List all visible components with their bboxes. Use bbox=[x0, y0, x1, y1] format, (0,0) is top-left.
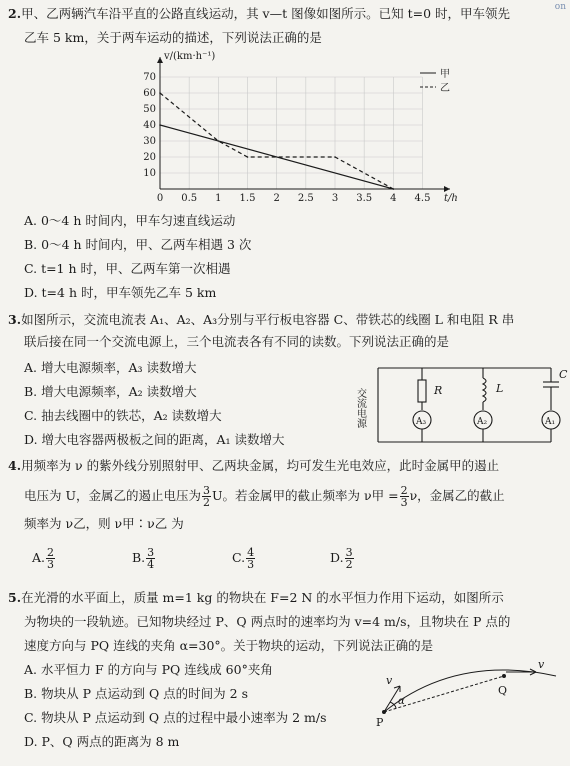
inductor-label: L bbox=[496, 382, 504, 395]
option-frac bbox=[345, 547, 354, 570]
frac-num: 3 bbox=[203, 484, 211, 497]
q5-line2: 为物块的一段轨迹。已知物块经过 P、Q 两点时的速率均为 v=4 m/s，且物块在 P 点的 bbox=[24, 614, 511, 629]
q3-option-c: C. 抽去线圈中的铁芯，A₂ 读数增大 bbox=[24, 408, 222, 423]
y-tick-label: 60 bbox=[143, 88, 156, 99]
legend-label-甲: 甲 bbox=[440, 69, 450, 80]
q3-text1: 如图所示，交流电流表 A₁、A₂、A₃分别与平行板电容器 C、带铁芯的线圈 L 和电阻 R 串 bbox=[21, 312, 515, 327]
q4-text2c: ν，金属乙的截止 bbox=[409, 488, 505, 503]
q2-option-c: C. t=1 h 时，甲、乙两车第一次相遇 bbox=[24, 261, 231, 276]
q4-text1: 用频率为 ν 的紫外线分别照射甲、乙两块金属，均可发生光电效应，此时金属甲的遏止 bbox=[21, 458, 500, 473]
trajectory-figure bbox=[366, 660, 566, 740]
q4-line2 bbox=[24, 484, 505, 508]
q5-option-b: B. 物块从 P 点运动到 Q 点的时间为 2 s bbox=[24, 686, 248, 701]
q4-text2a: 电压为 U，金属乙的遏止电压为 bbox=[24, 488, 202, 503]
q4-line1 bbox=[8, 458, 499, 474]
q4-text2b: U。若金属甲的截止频率为 ν甲 = bbox=[212, 488, 399, 503]
data-point-乙 bbox=[218, 140, 220, 142]
x-axis-arrow bbox=[444, 186, 450, 192]
capacitor-label: C bbox=[559, 368, 568, 381]
resistor-label: R bbox=[434, 384, 443, 397]
q5-line3: 速度方向与 PQ 连线的夹角 α=30°。关于物块的运动，下列说法正确的是 bbox=[24, 638, 434, 653]
y-tick-label: 20 bbox=[143, 152, 156, 163]
circuit-source-label: 交流电源 bbox=[354, 388, 366, 428]
frac-den: 3 bbox=[47, 558, 55, 571]
data-point-乙 bbox=[393, 188, 395, 190]
y-tick-label: 40 bbox=[143, 120, 156, 131]
y-tick-label: 10 bbox=[143, 168, 156, 179]
y-axis-label: v/(km·h⁻¹) bbox=[164, 51, 216, 62]
q5-number: 5. bbox=[8, 590, 22, 605]
q2-text1: 甲、乙两辆汽车沿平直的公路直线运动，其 v—t 图像如图所示。已知 t=0 时，甲车领先 bbox=[21, 6, 510, 21]
point-p-label: P bbox=[376, 716, 384, 729]
frac-num: 3 bbox=[147, 546, 155, 559]
frac-den: 3 bbox=[247, 558, 255, 571]
q4-number: 4. bbox=[8, 458, 22, 473]
y-tick-label: 50 bbox=[143, 104, 156, 115]
data-point-乙 bbox=[334, 156, 336, 158]
ammeter-a1-label: A₁ bbox=[545, 417, 556, 427]
q3-number: 3. bbox=[8, 312, 22, 327]
y-tick-label: 30 bbox=[143, 136, 156, 147]
q3-line1 bbox=[8, 312, 514, 328]
q3-option-a: A. 增大电源频率，A₃ 读数增大 bbox=[24, 360, 197, 375]
frac-num: 3 bbox=[345, 546, 353, 559]
y-tick-label: 70 bbox=[143, 72, 156, 83]
frac-den: 4 bbox=[147, 558, 155, 571]
q4-option-c bbox=[232, 545, 256, 571]
watermark: on bbox=[554, 2, 566, 12]
option-frac bbox=[46, 547, 55, 570]
option-frac bbox=[146, 547, 155, 570]
ammeter-a2-label: A₂ bbox=[477, 417, 488, 427]
option-frac bbox=[246, 547, 255, 570]
q2-option-b: B. 0～4 h 时间内，甲、乙两车相遇 3 次 bbox=[24, 237, 252, 252]
x-axis-label: t/h bbox=[444, 193, 458, 204]
q3-line2: 联后接在同一个交流电源上，三个电流表各有不同的读数。下列说法正确的是 bbox=[24, 334, 450, 349]
q2-line2: 乙车 5 km，关于两车运动的描述，下列说法正确的是 bbox=[24, 30, 322, 45]
x-tick-label: 1.5 bbox=[239, 193, 256, 204]
velocity-p-label: v bbox=[386, 674, 393, 687]
q4-frac-3-2 bbox=[202, 485, 211, 508]
data-point-乙 bbox=[247, 156, 249, 158]
q2-option-a: A. 0～4 h 时间内，甲车匀速直线运动 bbox=[24, 213, 236, 228]
vt-chart bbox=[120, 51, 460, 206]
q4-line3: 频率为 ν乙，则 ν甲∶ν乙 为 bbox=[24, 516, 184, 531]
ammeter-a3-label: A₃ bbox=[416, 417, 427, 427]
frac-den: 2 bbox=[203, 496, 211, 509]
x-tick-label: 0.5 bbox=[181, 193, 198, 204]
frac-den: 2 bbox=[345, 558, 353, 571]
option-label: A. bbox=[32, 550, 46, 565]
q5-option-a: A. 水平恒力 F 的方向与 PQ 连线成 60°夹角 bbox=[24, 662, 273, 677]
x-tick-label: 4 bbox=[390, 193, 397, 204]
q4-option-d bbox=[330, 545, 355, 571]
point-q-label: Q bbox=[498, 684, 508, 697]
option-label: B. bbox=[132, 550, 146, 565]
q2-number: 2. bbox=[8, 6, 22, 21]
velocity-q-label: v bbox=[538, 658, 545, 671]
circuit-diagram bbox=[356, 358, 566, 448]
x-tick-label: 2 bbox=[273, 193, 280, 204]
q3-option-d: D. 增大电容器两极板之间的距离，A₁ 读数增大 bbox=[24, 432, 285, 447]
frac-den: 3 bbox=[400, 496, 408, 509]
x-tick-label: 3 bbox=[331, 193, 339, 204]
q2-option-d: D. t=4 h 时，甲车领先乙车 5 km bbox=[24, 285, 217, 300]
option-label: C. bbox=[232, 550, 246, 565]
x-tick-label: 0 bbox=[156, 193, 164, 204]
q5-text1: 在光滑的水平面上，质量 m=1 kg 的物块在 F=2 N 的水平恒力作用下运动，如图所示 bbox=[21, 590, 504, 605]
x-tick-label: 1 bbox=[215, 193, 222, 204]
legend-label-乙: 乙 bbox=[440, 83, 450, 94]
frac-num: 4 bbox=[247, 546, 255, 559]
q5-line1 bbox=[8, 590, 504, 606]
q4-option-b bbox=[132, 545, 156, 571]
q3-option-b: B. 增大电源频率，A₂ 读数增大 bbox=[24, 384, 197, 399]
q5-option-c: C. 物块从 P 点运动到 Q 点的过程中最小速率为 2 m/s bbox=[24, 710, 327, 725]
x-tick-label: 4.5 bbox=[414, 193, 431, 204]
data-point-甲 bbox=[159, 124, 161, 126]
q5-option-d: D. P、Q 两点的距离为 8 m bbox=[24, 734, 180, 749]
frac-num: 2 bbox=[47, 546, 55, 559]
data-point-乙 bbox=[159, 92, 161, 94]
x-tick-label: 3.5 bbox=[356, 193, 373, 204]
option-label: D. bbox=[330, 550, 344, 565]
y-axis-arrow bbox=[157, 57, 163, 63]
angle-alpha-label: α bbox=[398, 696, 405, 707]
frac-num: 2 bbox=[400, 484, 408, 497]
q4-option-a bbox=[32, 545, 56, 571]
q4-frac-2-3 bbox=[400, 485, 409, 508]
x-tick-label: 2.5 bbox=[297, 193, 314, 204]
q2-line1 bbox=[8, 6, 510, 22]
